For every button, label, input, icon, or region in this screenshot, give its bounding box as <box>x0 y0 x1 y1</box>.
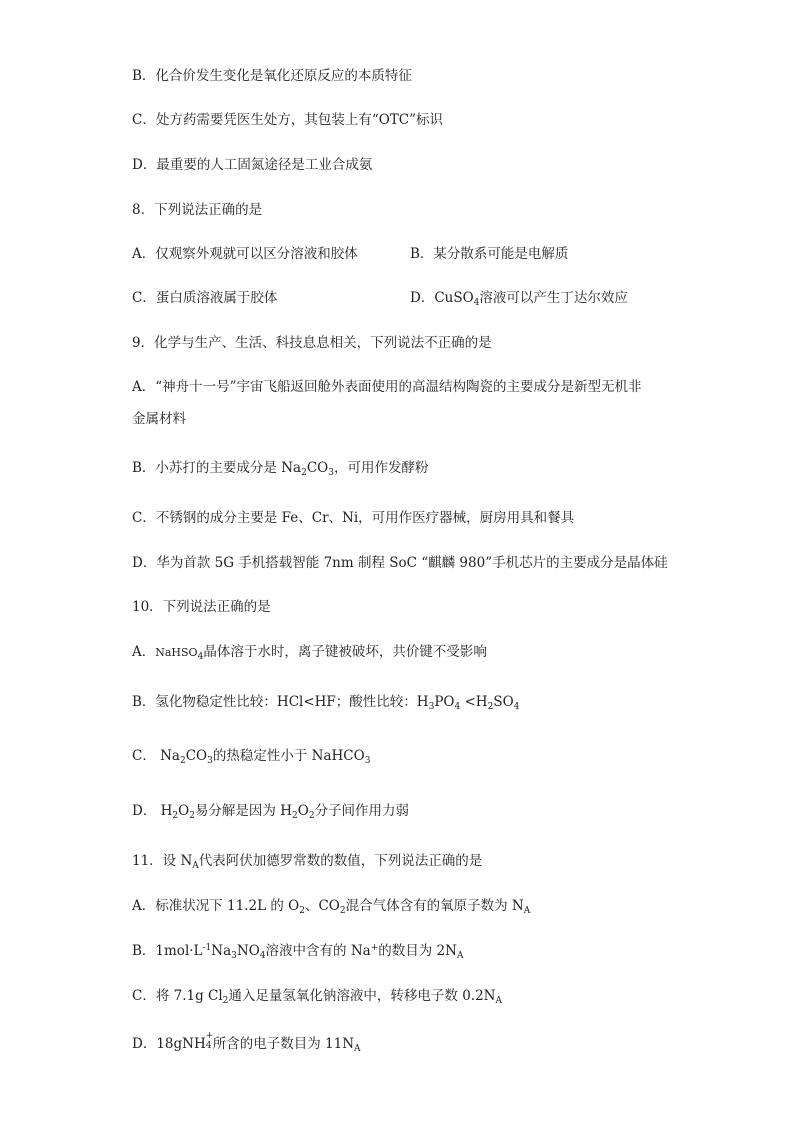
text: C．蛋白质溶液属于胶体 <box>132 290 278 306</box>
text: 易分解是因为 H <box>194 803 293 819</box>
q9-option-b <box>132 458 428 478</box>
subscript: 2 <box>308 811 315 821</box>
text: 11．设 N <box>132 853 193 869</box>
q8-option-b <box>410 244 568 264</box>
q10-option-a <box>132 642 487 663</box>
text: CO <box>306 460 329 476</box>
text: 溶液中含有的 Na <box>265 943 371 959</box>
q7-option-d <box>132 155 372 175</box>
subscript: 2 <box>172 811 179 821</box>
q7-option-c <box>132 110 443 130</box>
formula: NaHSO <box>155 646 198 659</box>
text: D．CuSO <box>410 290 474 306</box>
superscript: + <box>370 943 379 953</box>
text: A．标准状况下 11.2L 的 O <box>132 898 300 914</box>
text: 代表阿伏加德罗常数的数值，下列说法正确的是 <box>198 853 483 869</box>
question-10 <box>132 597 271 617</box>
subscript: 4 <box>473 298 480 308</box>
text: O <box>178 803 190 819</box>
text: NO <box>236 943 260 959</box>
ion-charge: + 4 <box>205 1031 214 1051</box>
subscript: 3 <box>328 468 334 478</box>
text: A．“神舟十一号”宇宙飞船返回舱外表面使用的高温结构陶瓷的主要成分是新型无机非 <box>132 379 642 395</box>
text: 的数目为 2N <box>378 943 457 959</box>
text: 、CO <box>304 898 340 914</box>
text: 金属材料 <box>132 411 186 427</box>
subscript: 2 <box>301 468 307 478</box>
text: D．18gNH <box>132 1036 206 1052</box>
text: Na <box>211 943 232 959</box>
text: 8．下列说法正确的是 <box>132 202 263 218</box>
subscript: 2 <box>299 906 305 916</box>
subscript: A <box>495 996 502 1006</box>
subscript: 2 <box>339 906 346 916</box>
text: B．某分散系可能是电解质 <box>410 246 569 262</box>
subscript: 3 <box>428 702 435 712</box>
text: O <box>297 803 309 819</box>
subscript: 2 <box>487 702 494 712</box>
subscript: 3 <box>364 756 371 766</box>
text: C．将 7.1g Cl <box>132 988 223 1004</box>
q9-option-a-line1 <box>132 377 642 397</box>
q8-option-a <box>132 244 358 264</box>
subscript: 4 <box>259 951 266 961</box>
question-9 <box>132 333 492 353</box>
subscript: 2 <box>179 756 186 766</box>
q8-option-c <box>132 288 277 308</box>
subscript: 3 <box>231 951 237 961</box>
text: <H <box>460 694 488 710</box>
text: C．处方药需要凭医生处方，其包装上有“OTC”标识 <box>132 112 444 128</box>
subscript: 4 <box>454 702 461 712</box>
subscript: A <box>354 1044 361 1054</box>
subscript: 2 <box>189 811 195 821</box>
q9-option-c <box>132 508 574 528</box>
subscript: A <box>192 861 199 871</box>
subscript: 4 <box>197 652 204 662</box>
q10-option-c <box>132 746 370 766</box>
q7-option-b <box>132 66 412 86</box>
q11-option-d <box>132 1031 361 1054</box>
text: ，可用作发酵粉 <box>333 460 429 476</box>
subscript: A <box>456 951 464 961</box>
q10-option-d <box>132 801 409 821</box>
text: 分子间作用力弱 <box>314 803 410 819</box>
text: D．最重要的人工固氮途径是工业合成氨 <box>132 157 373 173</box>
text: 的热稳定性小于 NaHCO <box>212 748 365 764</box>
text: C．不锈钢的成分主要是 Fe、Cr、Ni，可用作医疗器械，厨房用具和餐具 <box>132 510 575 526</box>
text: D． H <box>132 803 173 819</box>
subscript: 2 <box>292 811 298 821</box>
text: B．小苏打的主要成分是 Na <box>132 460 302 476</box>
q11-option-b <box>132 941 463 961</box>
question-8 <box>132 200 262 220</box>
text: 溶液可以产生丁达尔效应 <box>479 290 628 306</box>
superscript: -1 <box>202 943 212 953</box>
text: 通入足量氢氧化钠溶液中，转移电子数 0.2N <box>228 988 496 1004</box>
q8-option-d <box>410 288 628 308</box>
text: 晶体溶于水时，离子键被破坏，共价键不受影响 <box>203 644 487 660</box>
subscript: 4 <box>513 702 520 712</box>
text: 10．下列说法正确的是 <box>132 599 271 615</box>
q11-option-c <box>132 986 502 1006</box>
text: A． <box>132 644 156 660</box>
subscript: 3 <box>207 756 213 766</box>
text: B．氢化物稳定性比较：HCl<HF；酸性比较：H <box>132 694 429 710</box>
q9-option-a-line2 <box>132 409 186 429</box>
q10-option-b <box>132 692 519 712</box>
text: 混合气体含有的氧原子数为 N <box>345 898 524 914</box>
text: 9．化学与生产、生活、科技息息相关，下列说法不正确的是 <box>132 335 492 351</box>
text: D．华为首款 5G 手机搭载智能 7nm 制程 SoC “麒麟 980”手机芯片的主要成分是晶体硅 <box>132 555 668 571</box>
q11-option-a <box>132 896 530 916</box>
text: B．化合价发生变化是氧化还原反应的本质特征 <box>132 68 412 84</box>
text: SO <box>493 694 514 710</box>
text: C． Na <box>132 748 180 764</box>
text: PO <box>434 694 455 710</box>
text: B．1mol·L <box>132 943 203 959</box>
question-11 <box>132 851 482 871</box>
subscript: 2 <box>222 996 229 1006</box>
subscript: A <box>523 906 531 916</box>
text: CO <box>185 748 208 764</box>
q9-option-d <box>132 553 668 573</box>
text: 所含的电子数目为 11N <box>212 1036 355 1052</box>
text: A．仅观察外观就可以区分溶液和胶体 <box>132 246 358 262</box>
